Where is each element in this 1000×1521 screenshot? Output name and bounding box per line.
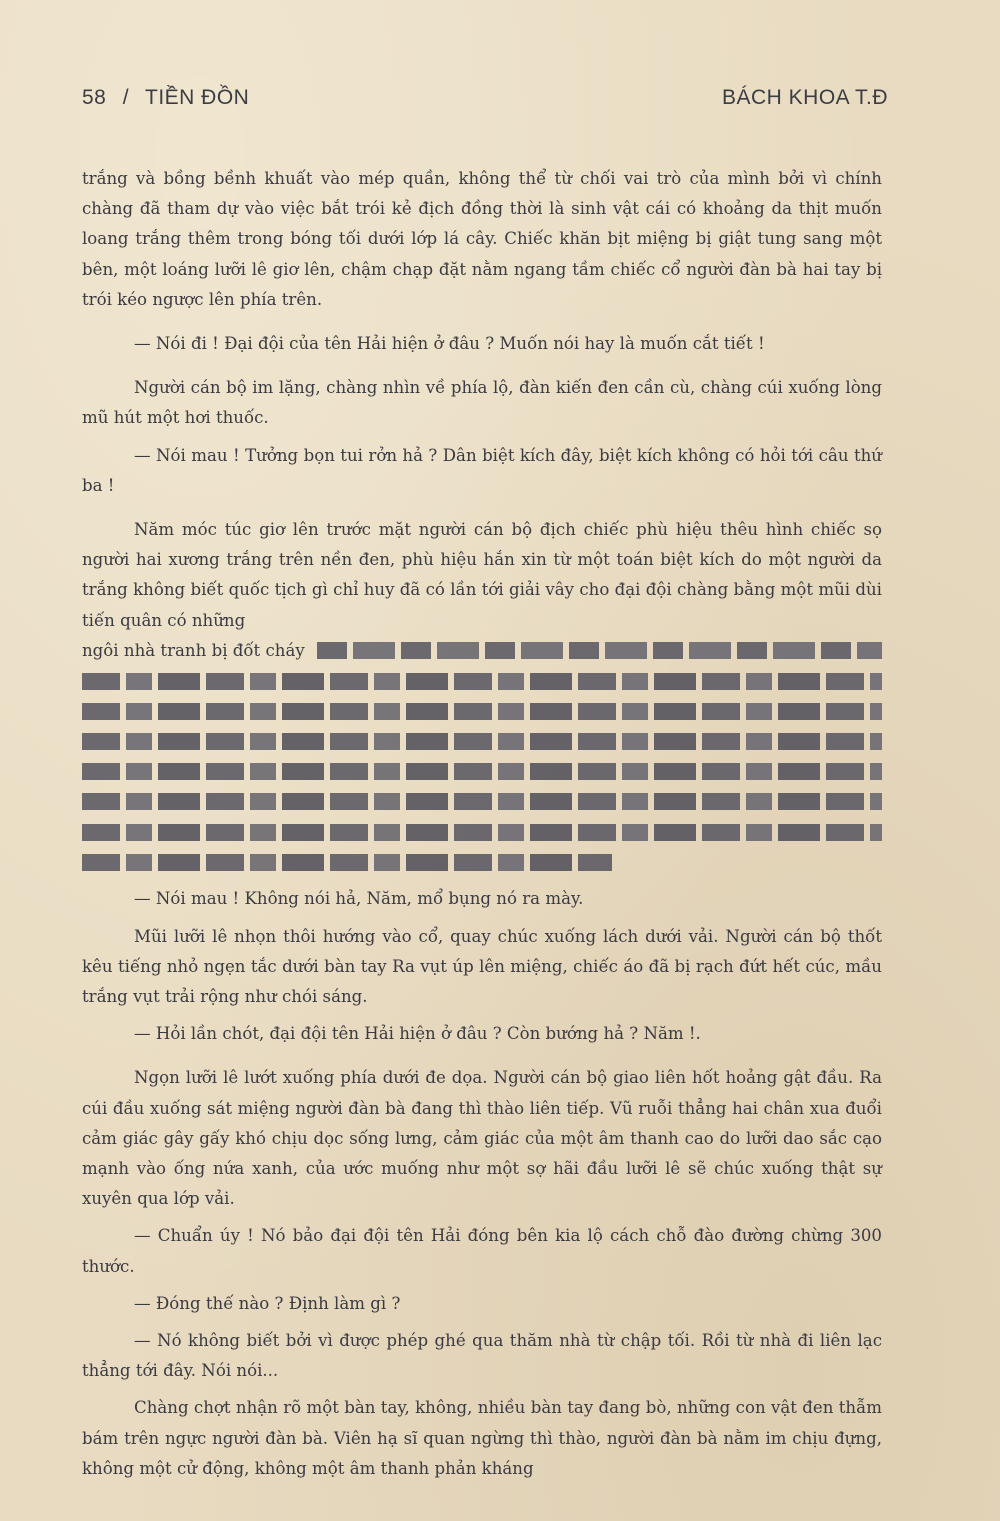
article-body — [82, 164, 882, 1484]
censor-line — [82, 726, 882, 756]
page-number: 58 — [82, 86, 107, 109]
header-left — [82, 86, 259, 110]
censor-bar — [82, 793, 882, 810]
paragraph: — Nói mau ! Tưởng bọn tui rởn hả ? Dân biệt kích đây, biệt kích không có hỏi tới câu thứ ba ! — [82, 445, 882, 495]
censor-line — [82, 817, 882, 847]
censor-bar — [82, 763, 882, 780]
paragraph: — Hỏi lần chót, đại đội tên Hải hiện ở đâu ? Còn bướng hả ? Năm !. — [134, 1024, 701, 1044]
paragraph: — Nói đi ! Đại đội của tên Hải hiện ở đâu ? Muốn nói hay là muốn cắt tiết ! — [134, 334, 765, 354]
censor-line — [82, 847, 882, 877]
paragraph: — Nói mau ! Không nói hả, Năm, mổ bụng nó ra mày. — [134, 889, 584, 909]
censor-bar — [82, 733, 882, 750]
paragraph: Mũi lưỡi lê nhọn thôi hướng vào cổ, quay chúc xuống lách dưới vải. Người cán bộ thốt kêu tiếng nhỏ ngẹn tắc dưới bàn tay Ra vụt úp lên miệng, chiếc áo đã bị rạch đứt hết cúc, mầu trắng vụt trải rộng như chói sáng. — [82, 926, 882, 1006]
paragraph: — Nó không biết bởi vì được phép ghé qua thăm nhà từ chập tối. Rồi từ nhà đi liên lạc thẳng tới đây. Nói nói... — [82, 1330, 882, 1381]
censor-bar — [82, 854, 612, 871]
paragraph-fragment: ngôi nhà tranh bị đốt cháy — [82, 640, 305, 660]
section-title: TIỀN ĐỒN — [145, 86, 250, 109]
censor-line — [82, 666, 882, 696]
running-header — [82, 86, 888, 110]
censor-line — [82, 636, 882, 666]
censored-block — [82, 636, 882, 878]
paragraph: Chàng chợt nhận rõ một bàn tay, không, nhiều bàn tay đang bò, những con vật đen thẫm bám trên ngực người đàn bà. Viên hạ sĩ quan ngừng thì thào, người đàn bà nằm im chịu đựng, không một cử động, không một âm thanh phản kháng — [82, 1398, 882, 1478]
publication-title: BÁCH KHOA T.Đ — [722, 86, 888, 109]
paragraph: trắng và bồng bềnh khuất vào mép quần, không thể từ chối vai trò của mình bởi vì chính chàng đã tham dự vào việc bắt trói kẻ địch đồng thời là sinh vật cái có khoảng da thịt muốn loang trắng thêm trong bóng tối dưới lớp lá cây. Chiếc khăn bịt miệng bị giật tung sang một bên, một loáng lưỡi lê giơ lên, chậm chạp đặt nằm ngang tầm chiếc cổ người đàn bà hai tay bị trói kéo ngược lên phía trên. — [82, 169, 882, 309]
paragraph: Năm móc túc giơ lên trước mặt người cán bộ địch chiếc phù hiệu thêu hình chiếc sọ người hai xương trắng trên nền đen, phù hiệu hắn xin từ một toán biệt kích do một người da trắng không biết quốc tịch gì chỉ huy đã có lần tới giải vây cho đại đội chàng bằng một mũi dùi tiến quân có những — [82, 520, 882, 630]
censor-bar — [82, 824, 882, 841]
paragraph: — Chuẩn úy ! Nó bảo đại đội tên Hải đóng bên kia lộ cách chỗ đào đường chừng 300 thước. — [82, 1226, 882, 1276]
header-separator: / — [122, 86, 130, 109]
paragraph: — Đóng thế nào ? Định làm gì ? — [134, 1293, 401, 1313]
paragraph: Ngọn lưỡi lê lướt xuống phía dưới đe dọa. Người cán bộ giao liên hốt hoảng gật đầu. Ra cúi đầu xuống sát miệng người đàn bà đang thì thào liên tiếp. Vũ ruỗi thẳng hai chân xua đuổi cảm giác gây gấy khó chịu dọc sống lưng, cảm giác của một âm thanh cao do lưỡi dao sắc cạo mạnh vào ống nứa xanh, của ước muống như một sợ hãi đầu lưỡi lê sẽ chúc xuống thật sự xuyên qua lớp vải. — [82, 1068, 882, 1209]
censor-bar — [317, 642, 882, 659]
censor-bar — [82, 673, 882, 690]
censor-line — [82, 696, 882, 726]
censor-line — [82, 787, 882, 817]
censor-line — [82, 757, 882, 787]
censor-bar — [82, 703, 882, 720]
paragraph: Người cán bộ im lặng, chàng nhìn về phía lộ, đàn kiến đen cần cù, chàng cúi xuống lòng mũ hút một hơi thuốc. — [82, 378, 882, 428]
